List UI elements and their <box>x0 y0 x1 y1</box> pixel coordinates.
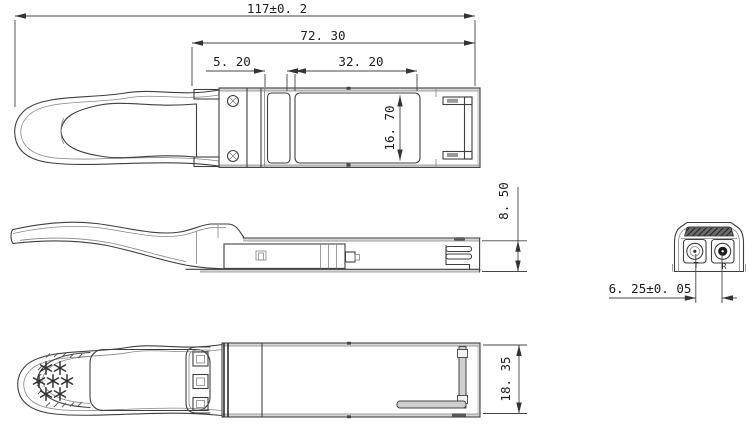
edge-connector-fingers <box>446 246 472 270</box>
rx-port <box>715 243 731 259</box>
pull-tab-handle <box>15 90 219 167</box>
rx-port-label: R <box>721 262 727 271</box>
side-view <box>11 222 480 272</box>
dim-upper-body-length: 72. 30 <box>300 27 346 43</box>
heatsink-strip <box>685 228 734 237</box>
top-view <box>15 87 480 168</box>
dim-module-width: 18. 35 <box>497 356 513 402</box>
tx-port-label: T <box>693 261 699 270</box>
dim-overall-length: 117±0. 2 <box>246 0 308 16</box>
small-label-area <box>268 93 291 163</box>
dim-latch-offset: 5. 20 <box>213 53 251 69</box>
dim-label-area-width: 16. 70 <box>381 105 397 151</box>
screw-icons <box>228 96 239 162</box>
end-view <box>673 223 746 272</box>
dim-port-pitch: 6. 25±0. 05 <box>608 280 692 296</box>
tx-port <box>687 243 703 259</box>
dim-module-height: 8. 50 <box>495 182 511 220</box>
bottom-rail <box>224 244 345 268</box>
dim-label-area-length: 32. 20 <box>338 53 384 69</box>
bottom-view <box>18 342 480 418</box>
latch-bracket <box>186 347 210 413</box>
connector-cavity <box>436 88 472 167</box>
rear-slot <box>397 347 468 417</box>
pull-tab-handle-bottom <box>18 345 222 416</box>
